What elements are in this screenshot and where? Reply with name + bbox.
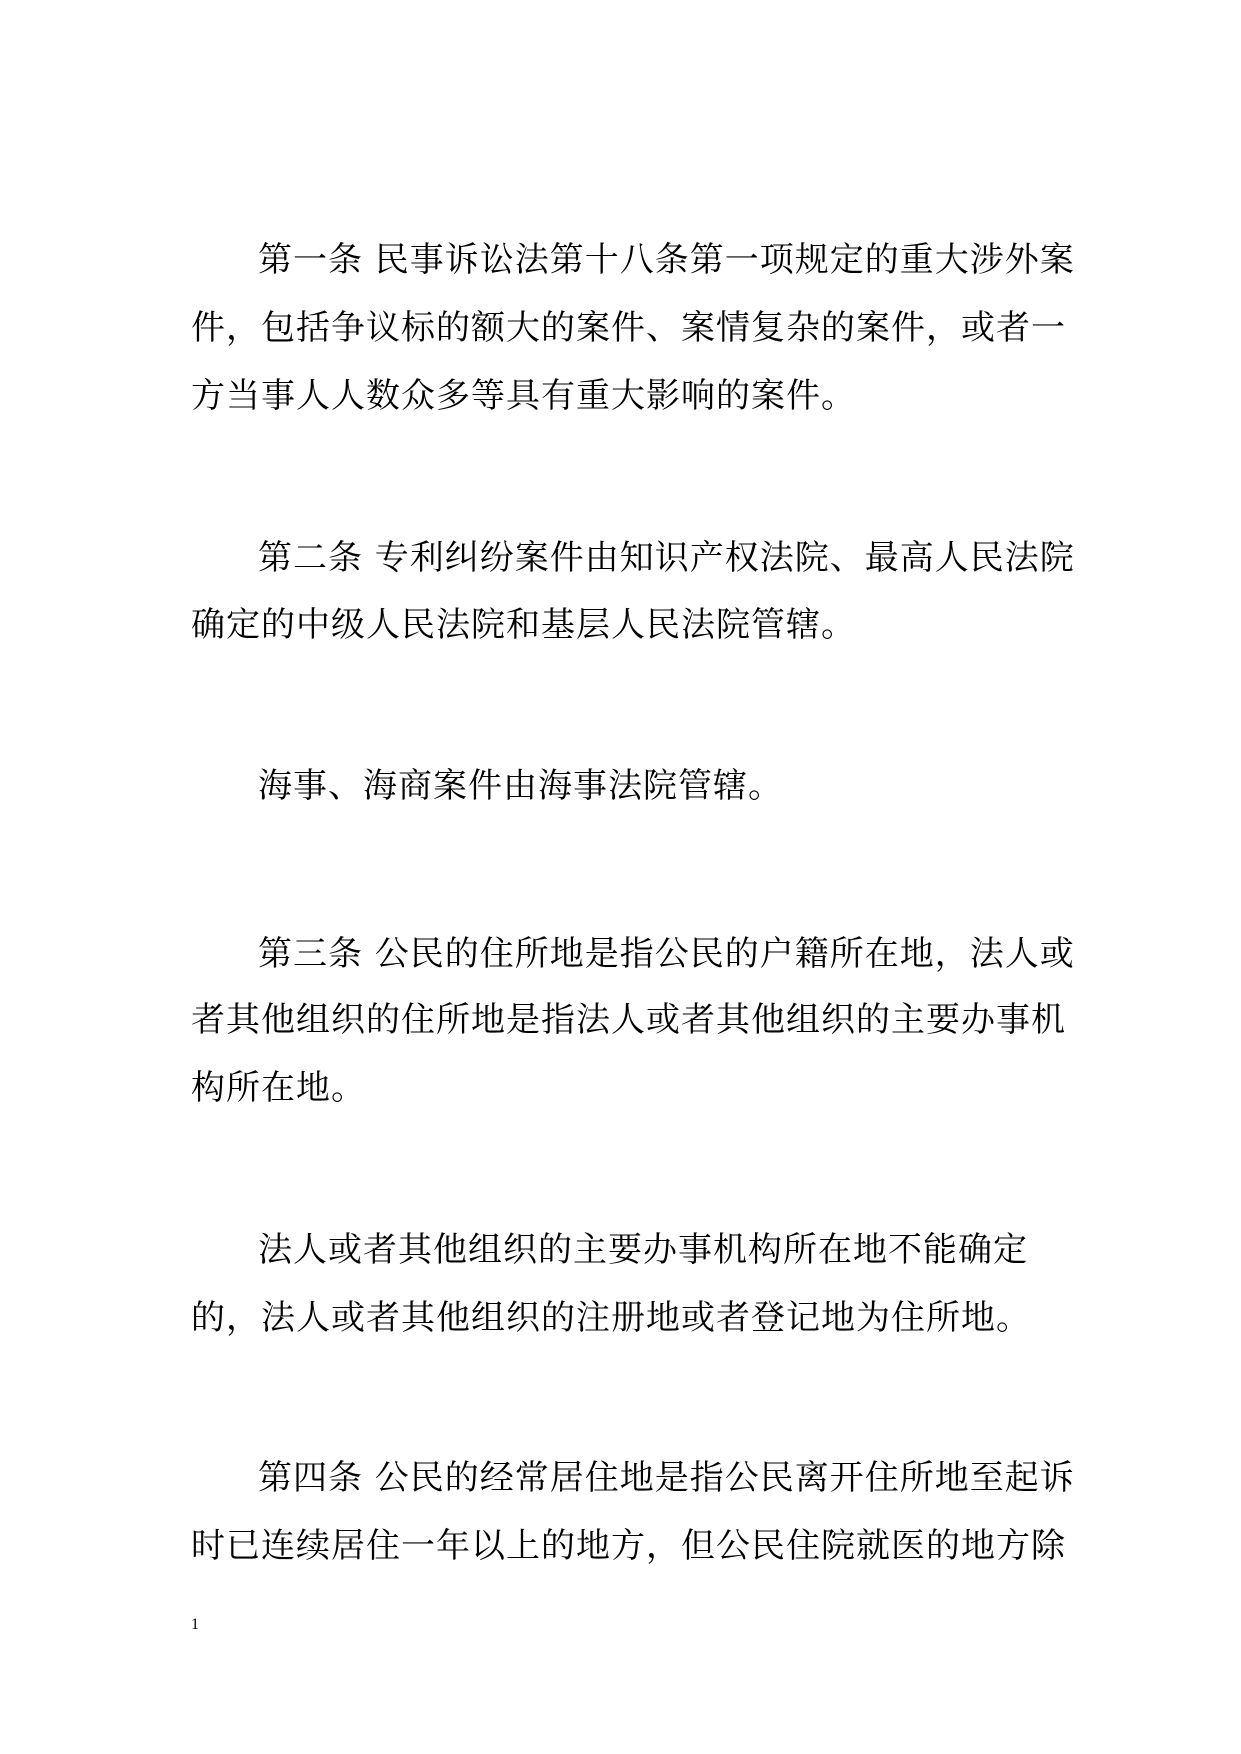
paragraph-2-line-1: 第二条 专利纠纷案件由知识产权法院、最高人民法院 [258, 538, 1075, 578]
paragraph-5-line-2: 的，法人或者其他组织的注册地或者登记地为住所地。 [191, 1298, 1031, 1338]
paragraph-6-line-2: 时已连续居住一年以上的地方，但公民住院就医的地方除 [191, 1526, 1066, 1566]
paragraph-1-line-1: 第一条 民事诉讼法第十八条第一项规定的重大涉外案 [258, 240, 1075, 280]
paragraph-1-line-3: 方当事人人数众多等具有重大影响的案件。 [191, 376, 856, 416]
paragraph-2-line-2: 确定的中级人民法院和基层人民法院管辖。 [191, 605, 856, 645]
paragraph-4-line-3: 构所在地。 [191, 1068, 366, 1108]
paragraph-3-line-1: 海事、海商案件由海事法院管辖。 [258, 766, 783, 806]
paragraph-6-line-1: 第四条 公民的经常居住地是指公民离开住所地至起诉 [258, 1458, 1075, 1498]
paragraph-4-line-1: 第三条 公民的住所地是指公民的户籍所在地，法人或 [258, 934, 1075, 974]
page-number: 1 [191, 1616, 199, 1633]
paragraph-5-line-1: 法人或者其他组织的主要办事机构所在地不能确定 [258, 1230, 1028, 1270]
paragraph-1-line-2: 件，包括争议标的额大的案件、案情复杂的案件，或者一 [191, 308, 1066, 348]
paragraph-4-line-2: 者其他组织的住所地是指法人或者其他组织的主要办事机 [191, 1000, 1066, 1040]
